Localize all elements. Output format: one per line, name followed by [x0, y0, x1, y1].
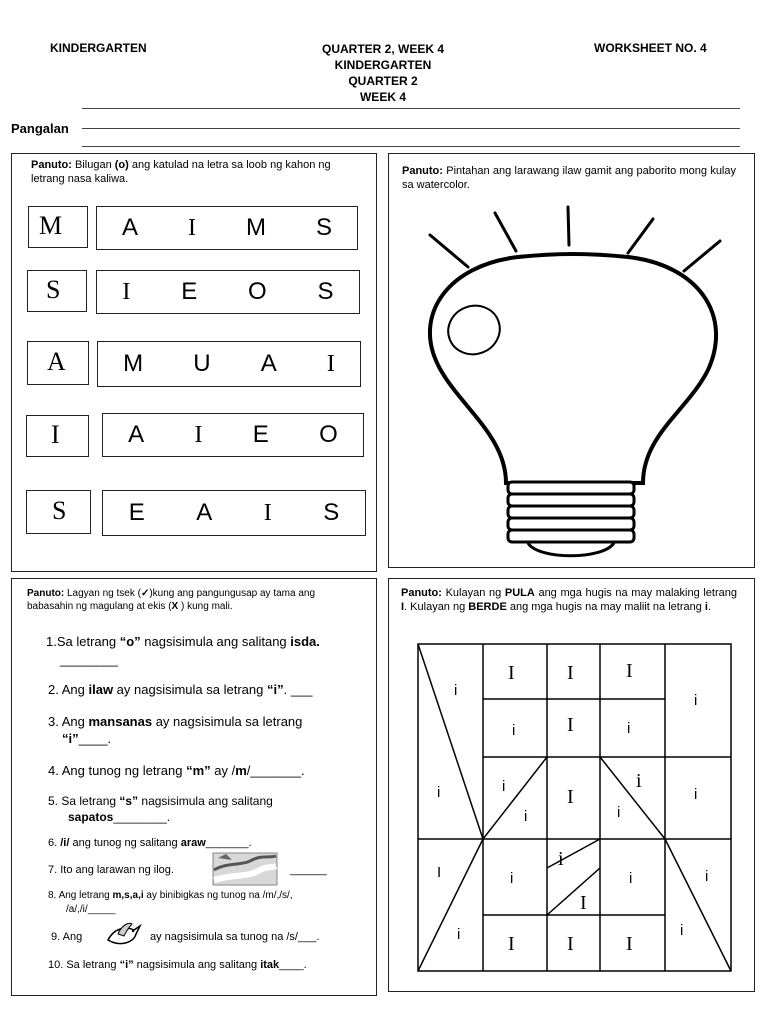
x-mark: X [171, 601, 179, 612]
question-8 [48, 889, 368, 917]
grid-letter-16: I [437, 864, 442, 881]
q5-e[interactable]: ________. [113, 810, 171, 824]
grid-letter-14: i [636, 770, 642, 792]
header-right: WORKSHEET NO. 4 [594, 41, 707, 55]
panel2-instr-label: Panuto: [402, 165, 443, 177]
choice-3-3[interactable]: A [260, 350, 277, 377]
header-center-line-4: WEEK 4 [359, 90, 406, 104]
q2-b: ilaw [88, 682, 114, 697]
q8-d: /a/,/i/ [66, 904, 88, 915]
grid-letter-25: I [626, 933, 633, 955]
grid-letter-10: i [502, 778, 506, 795]
grid-letter-17: i [510, 870, 514, 887]
grid-letter-21: i [705, 868, 709, 885]
q6-d: araw [180, 837, 206, 849]
grid-letter-23: I [508, 933, 515, 955]
q2-c: ay nagsisimula sa letrang [113, 682, 267, 697]
q8-a: 8. Ang letrang [48, 890, 113, 901]
q3-c: ay nagsisimula sa letrang [152, 714, 303, 729]
panel3-instr-text-a: Lagyan ng tsek ( [64, 588, 141, 599]
target-letter-2: S [46, 275, 61, 304]
q5-d: sapatos [68, 810, 114, 824]
panel2-instr-text: Pintahan ang larawang ilaw gamit ang paborito mong kulay sa watercolor. [402, 165, 736, 191]
grid-letter-7: I [567, 714, 574, 736]
q4-c: ay / [210, 763, 236, 778]
header-left: KINDERGARTEN [50, 41, 147, 55]
grid-letter-24: I [567, 933, 574, 955]
bird-icon [104, 920, 142, 948]
grid-letter-22: i [457, 926, 461, 943]
name-line-top [82, 108, 740, 109]
panel4-instr-text-a: Kulayan ng [441, 587, 505, 599]
panel4-instructions [401, 586, 737, 614]
q6-b: /i/ [60, 837, 70, 849]
panel3-instr-text-c: ) kung mali. [178, 601, 233, 612]
grid-letter-5: i [694, 692, 698, 709]
choice-2-2[interactable]: E [181, 278, 198, 305]
q6-c: ang tunog ng salitang [69, 837, 181, 849]
question-9-a: 9. Ang [51, 931, 83, 943]
panel4-red: PULA [504, 587, 535, 599]
choice-2-4[interactable]: S [317, 278, 334, 305]
q4-e[interactable]: /_______. [246, 763, 305, 778]
q3-d: “i” [62, 731, 79, 746]
question-7-blank[interactable]: ______ [290, 864, 327, 876]
q2-e[interactable]: . ___ [283, 682, 313, 697]
target-box-4 [26, 415, 89, 457]
panel1-instr-bold: (o) [114, 159, 129, 171]
q8-b: m,s,a,i [112, 890, 144, 901]
ray-3 [568, 207, 569, 245]
ray-1 [430, 235, 468, 267]
q5-b: “s” [119, 794, 139, 808]
panel1-instr-text-a: Bilugan [71, 159, 115, 171]
header-center-line-3: QUARTER 2 [348, 74, 418, 88]
header-center-line-2: KINDERGARTEN [334, 58, 432, 72]
grid-letter-1: i [454, 682, 458, 699]
choice-5-3[interactable]: I [263, 499, 272, 526]
choice-3-2[interactable]: U [193, 350, 211, 377]
bulb-tip [528, 543, 614, 556]
target-box-1 [28, 206, 88, 248]
question-1-blank[interactable]: ________ [60, 652, 118, 667]
target-box-2 [27, 270, 87, 312]
choice-4-2[interactable]: I [194, 421, 203, 448]
choices-box-2 [96, 270, 360, 314]
q10-b: “i” [119, 959, 134, 971]
bulb-highlight [441, 299, 506, 362]
grid-letter-18: i [558, 848, 564, 870]
grid-letter-15: i [694, 786, 698, 803]
panel1-instructions [31, 158, 367, 186]
target-letter-3: A [47, 347, 66, 376]
grid-letter-6: i [512, 722, 516, 739]
q5-a: 5. Sa letrang [48, 794, 120, 808]
grid-letter-20: i [629, 870, 633, 887]
choices-box-4 [102, 413, 364, 457]
grid-letter-26: i [680, 922, 684, 939]
q3-a: 3. Ang [48, 714, 89, 729]
panel4-small-i: i [704, 601, 708, 613]
q8-e[interactable]: _____ [87, 904, 116, 915]
q10-d: itak [260, 959, 280, 971]
choice-1-4[interactable]: S [315, 214, 332, 241]
panel1-instr-label: Panuto: [31, 159, 72, 171]
target-letter-1: M [39, 211, 63, 240]
q10-c: nagsisimula ang salitang [133, 959, 261, 971]
ray-2 [495, 213, 516, 251]
question-10 [48, 958, 373, 973]
lightbulb-drawing[interactable] [388, 195, 755, 565]
choice-1-2[interactable]: I [187, 214, 196, 241]
panel4-instr-label: Panuto: [401, 587, 442, 599]
panel4-instr-text-b: ang mga hugis na may malaking letrang [534, 587, 737, 599]
q4-a: 4. Ang tunog ng letrang [48, 763, 187, 778]
q5-c: nagsisimula ang salitang [138, 794, 273, 808]
choices-box-1 [96, 206, 358, 250]
panel4-instr-text-c: . Kulayan ng [404, 601, 469, 613]
panel4-green: BERDE [468, 601, 507, 613]
choice-2-1[interactable]: I [122, 278, 131, 305]
question-3 [48, 713, 373, 747]
grid-letter-4: I [626, 660, 633, 682]
choice-4-1[interactable]: A [128, 421, 145, 448]
q1-c: nagsisimula ang salitang [140, 634, 291, 649]
grid-letter-8: i [627, 720, 631, 737]
river-picture [212, 852, 278, 886]
question-5 [48, 793, 373, 825]
q10-a: 10. Sa letrang [48, 959, 120, 971]
q4-b: “m” [186, 763, 211, 778]
choice-3-4[interactable]: I [326, 350, 335, 377]
panel4-instr-text-d: ang mga hugis na may maliit na letrang [506, 601, 705, 613]
panel3-instructions [27, 587, 362, 613]
grid-letter-3: I [567, 662, 574, 684]
choice-3-1[interactable]: M [123, 350, 144, 377]
q3-b: mansanas [88, 714, 153, 729]
name-line-bottom [82, 146, 740, 147]
question-2 [48, 682, 373, 697]
check-mark-icon: ✓ [140, 588, 150, 599]
name-line[interactable] [82, 128, 740, 129]
choices-box-3 [97, 341, 361, 387]
choice-5-1[interactable]: E [128, 499, 145, 526]
panel4-instr-text-e: . [707, 601, 712, 613]
q2-a: 2. Ang [48, 682, 89, 697]
choice-4-4[interactable]: O [319, 421, 338, 448]
question-7: 7. Ito ang larawan ng ilog. [48, 864, 174, 876]
header-center [270, 41, 496, 105]
q1-a: 1.Sa letrang [46, 634, 120, 649]
q1-b: “o” [119, 634, 141, 649]
choice-5-2[interactable]: A [196, 499, 213, 526]
grid-letter-19: I [580, 892, 587, 914]
panel2-instructions [402, 164, 736, 192]
q1-d: isda. [290, 634, 320, 649]
grid-letter-2: I [508, 662, 515, 684]
ray-4 [628, 219, 653, 253]
grid-letter-12: I [567, 786, 574, 808]
choices-box-5 [102, 490, 366, 536]
q10-e[interactable]: ____. [279, 959, 307, 971]
target-box-3 [27, 341, 89, 385]
question-4 [48, 763, 373, 778]
target-box-5 [26, 490, 91, 534]
bulb-glass [430, 254, 716, 483]
panel1-instr-text-b: ang katulad na letra sa loob ng kahon ng letrang nasa kaliwa. [31, 159, 331, 185]
q6-e[interactable]: _______. [205, 837, 252, 849]
grid-letter-9: i [437, 784, 441, 801]
choice-4-3[interactable]: E [252, 421, 269, 448]
question-6 [48, 836, 373, 851]
header-center-line-1: QUARTER 2, WEEK 4 [321, 42, 444, 56]
q6-a: 6. [48, 837, 61, 849]
shape-grid-drawing[interactable] [417, 643, 733, 973]
choice-2-3[interactable]: O [248, 278, 267, 305]
grid-letter-13: i [617, 804, 621, 821]
q3-e[interactable]: ____. [78, 731, 112, 746]
q4-d: m [235, 763, 247, 778]
target-letter-4: I [51, 420, 60, 449]
question-9-b: ay nagsisimula sa tunog na /s/___. [150, 931, 320, 943]
q2-d: “i” [266, 682, 284, 697]
choice-5-4[interactable]: S [323, 499, 340, 526]
grid-letter-11: i [524, 808, 528, 825]
q8-c: ay binibigkas ng tunog na /m/,/s/, [143, 890, 293, 901]
choice-1-1[interactable]: A [121, 214, 138, 241]
ray-5 [684, 241, 720, 271]
panel3-instr-text-b: )kung ang pangungusap ay tama ang babasahin ng magulang at ekis ( [27, 588, 316, 612]
name-label: Pangalan [11, 121, 69, 136]
question-1 [46, 634, 371, 649]
choice-1-3[interactable]: M [245, 214, 266, 241]
target-letter-5: S [52, 496, 67, 525]
panel3-instr-label: Panuto: [27, 588, 65, 599]
panel4-big-i: I [401, 601, 405, 613]
